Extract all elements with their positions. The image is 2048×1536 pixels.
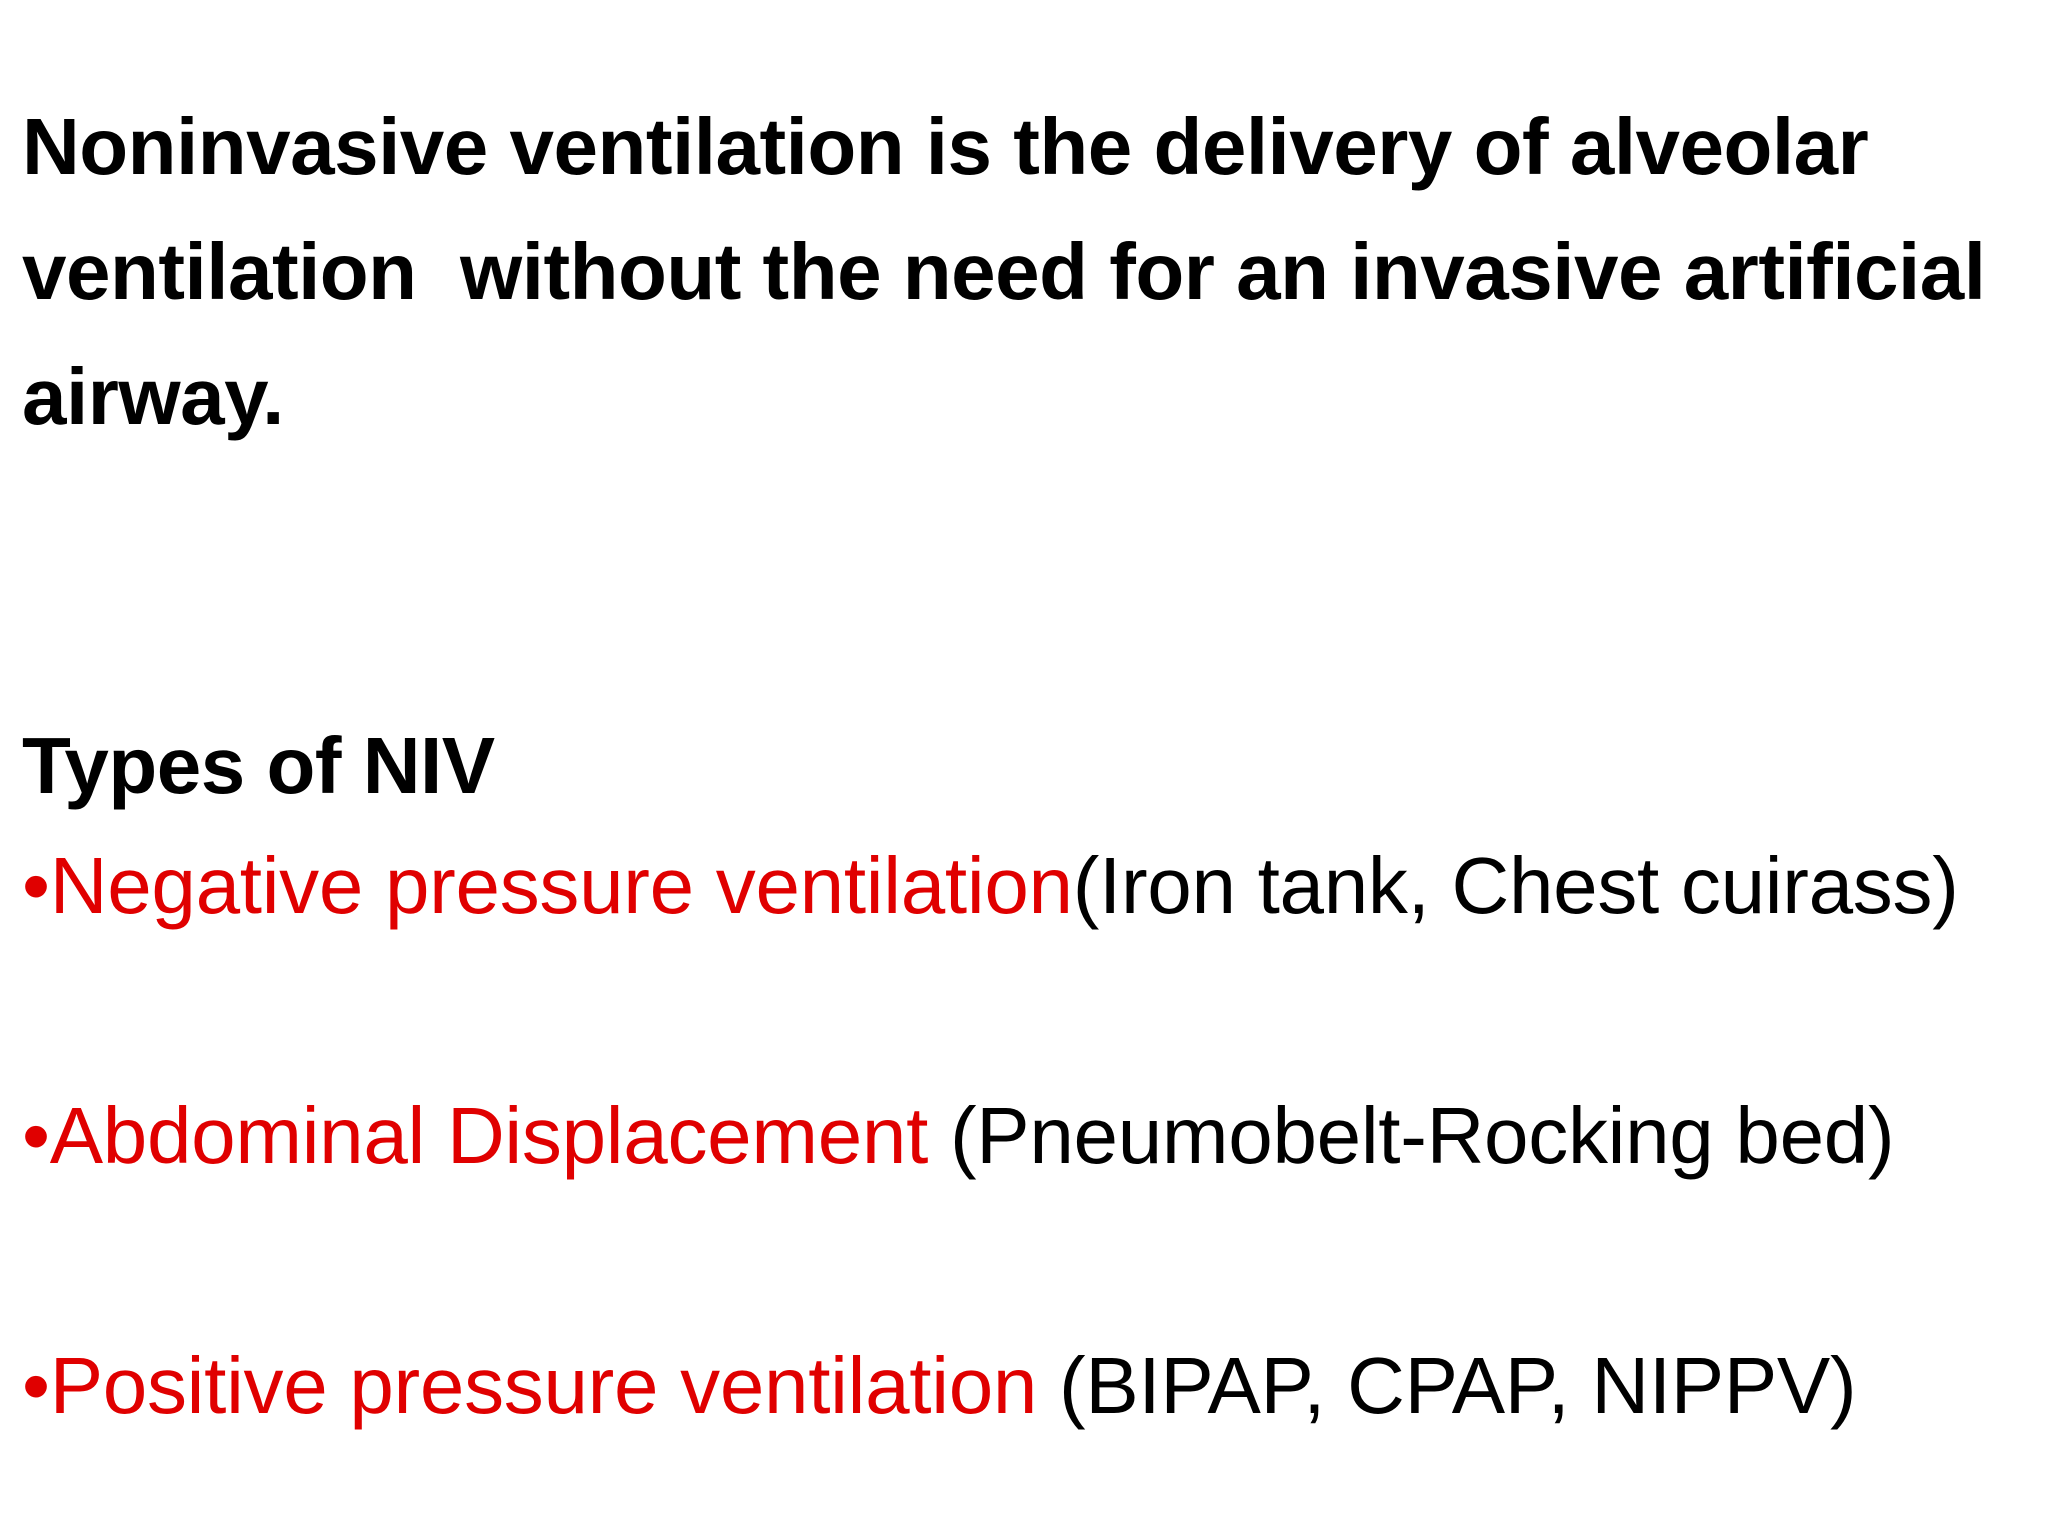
type-item — [22, 826, 1959, 946]
type-name: Abdominal Displacement — [49, 1091, 929, 1180]
type-item — [22, 1076, 1894, 1196]
bullet-icon: • — [22, 841, 50, 930]
bullet-icon: • — [22, 1091, 50, 1180]
type-examples: (Iron tank, Chest cuirass) — [1072, 841, 1959, 930]
definition-line-3: airway. — [22, 352, 284, 441]
type-name: Positive pressure ventilation — [49, 1341, 1038, 1430]
definition-line-2: ventilation without the need for an invasive artificial — [22, 227, 2008, 316]
definition-line-1: Noninvasive ventilation is the delivery of alveolar — [22, 102, 1890, 191]
bullet-icon: • — [22, 1341, 50, 1430]
types-heading: Types of NIV — [22, 721, 495, 810]
type-examples: (BIPAP, CPAP, NIPPV) — [1037, 1341, 1857, 1430]
type-name: Negative pressure ventilation — [49, 841, 1073, 930]
type-item — [22, 1326, 1856, 1446]
definition-paragraph — [22, 84, 2012, 459]
type-examples: (Pneumobelt-Rocking bed) — [928, 1091, 1895, 1180]
